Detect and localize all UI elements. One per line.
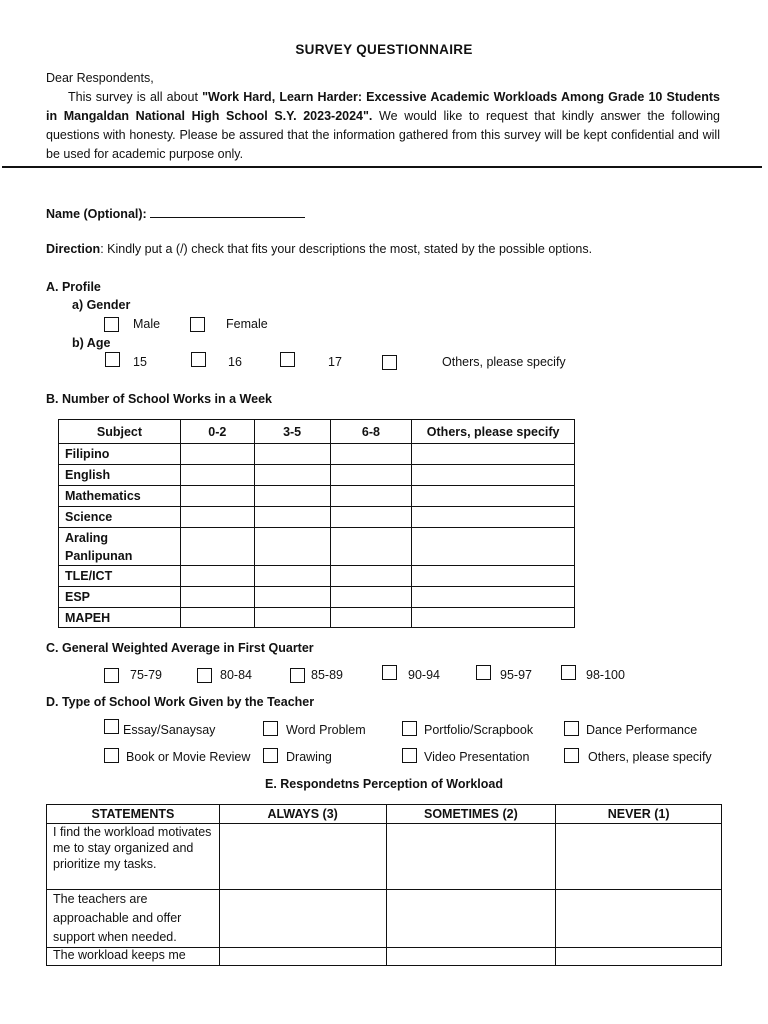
column-header: 0-2: [180, 420, 254, 444]
gender-female-checkbox[interactable]: [190, 317, 205, 332]
answer-cell[interactable]: [330, 444, 412, 465]
answer-cell[interactable]: [180, 566, 254, 587]
school-works-heading: B. Number of School Works in a Week: [46, 392, 272, 406]
direction-label: Direction: [46, 242, 101, 256]
work-type-label: Others, please specify: [588, 750, 712, 764]
gwa-heading: C. General Weighted Average in First Quarter: [46, 641, 314, 655]
intro-lead: This survey is all about: [68, 90, 203, 104]
answer-cell[interactable]: [180, 444, 254, 465]
age-option-label: 16: [228, 355, 242, 369]
statement-cell: I find the workload motivates me to stay organized and prioritize my tasks.: [47, 824, 220, 890]
direction-text: : Kindly put a (/) check that fits your descriptions the most, stated by the possible options.: [100, 242, 593, 256]
answer-cell[interactable]: [386, 824, 556, 890]
subject-cell: MAPEH: [59, 608, 181, 628]
column-header: ALWAYS (3): [219, 805, 386, 824]
work-type-label: Video Presentation: [424, 750, 530, 764]
portfolio-checkbox[interactable]: [402, 721, 417, 736]
answer-cell[interactable]: [330, 507, 412, 528]
answer-cell[interactable]: [412, 465, 575, 486]
age-others-checkbox[interactable]: [382, 355, 397, 370]
column-header: Subject: [59, 420, 181, 444]
table-row: [47, 890, 722, 948]
answer-cell[interactable]: [386, 948, 556, 966]
answer-cell[interactable]: [412, 608, 575, 628]
name-field[interactable]: [46, 205, 305, 221]
gwa-option-label: 90-94: [408, 668, 440, 682]
gender-label: a) Gender: [72, 298, 131, 312]
answer-cell[interactable]: [254, 528, 330, 566]
others-checkbox[interactable]: [564, 748, 579, 763]
gwa-95-97-checkbox[interactable]: [476, 665, 491, 680]
table-header-row: [47, 805, 722, 824]
age-option-label: 15: [133, 355, 147, 369]
answer-cell[interactable]: [556, 948, 722, 966]
answer-cell[interactable]: [254, 587, 330, 608]
answer-cell[interactable]: [412, 444, 575, 465]
answer-cell[interactable]: [180, 587, 254, 608]
work-type-label: Drawing: [286, 750, 332, 764]
age-15-checkbox[interactable]: [105, 352, 120, 367]
gwa-85-89-checkbox[interactable]: [290, 668, 305, 683]
answer-cell[interactable]: [180, 528, 254, 566]
answer-cell[interactable]: [386, 890, 556, 948]
table-header-row: [59, 420, 575, 444]
subject-cell: English: [59, 465, 181, 486]
answer-cell[interactable]: [412, 566, 575, 587]
answer-cell[interactable]: [254, 486, 330, 507]
study-title: "Work Hard, Learn Harder: Excessive Academic Workloads Among Grade 10 Students in Mangaldan National High School S.Y. 2023-2024".: [46, 90, 720, 123]
column-header: 3-5: [254, 420, 330, 444]
gwa-option-label: 98-100: [586, 668, 625, 682]
subject-cell: Mathematics: [59, 486, 181, 507]
gwa-option-label: 80-84: [220, 668, 252, 682]
work-type-label: Word Problem: [286, 723, 366, 737]
school-works-table: [58, 419, 575, 628]
answer-cell[interactable]: [180, 486, 254, 507]
age-option-label: Others, please specify: [442, 355, 566, 369]
table-row: [59, 444, 575, 465]
work-type-label: Essay/Sanaysay: [123, 723, 216, 737]
table-row: [59, 507, 575, 528]
table-row: [47, 948, 722, 966]
name-label: Name (Optional):: [46, 207, 151, 221]
statement-cell: The workload keeps me: [47, 948, 220, 966]
subject-cell: ESP: [59, 587, 181, 608]
age-option-label: 17: [328, 355, 342, 369]
answer-cell[interactable]: [180, 608, 254, 628]
gwa-90-94-checkbox[interactable]: [382, 665, 397, 680]
table-row: [59, 465, 575, 486]
profile-heading: A. Profile: [46, 280, 101, 294]
gwa-80-84-checkbox[interactable]: [197, 668, 212, 683]
work-type-label: Portfolio/Scrapbook: [424, 723, 534, 737]
table-row: [47, 824, 722, 890]
answer-cell[interactable]: [330, 465, 412, 486]
gwa-option-label: 75-79: [130, 668, 162, 682]
age-16-checkbox[interactable]: [191, 352, 206, 367]
answer-cell[interactable]: [330, 566, 412, 587]
statement-cell: The teachers are approachable and offer support when needed.: [47, 890, 220, 948]
book-review-checkbox[interactable]: [104, 748, 119, 763]
divider: [2, 166, 762, 168]
essay-checkbox[interactable]: [104, 719, 119, 734]
answer-cell[interactable]: [180, 465, 254, 486]
answer-cell[interactable]: [254, 465, 330, 486]
subject-cell: Science: [59, 507, 181, 528]
answer-cell[interactable]: [254, 444, 330, 465]
subject-cell: Filipino: [59, 444, 181, 465]
greeting: Dear Respondents,: [46, 71, 154, 85]
column-header: SOMETIMES (2): [386, 805, 556, 824]
answer-cell[interactable]: [254, 566, 330, 587]
answer-cell[interactable]: [219, 948, 386, 966]
answer-cell[interactable]: [330, 528, 412, 566]
work-type-label: Dance Performance: [586, 723, 698, 737]
answer-cell[interactable]: [412, 528, 575, 566]
gwa-75-79-checkbox[interactable]: [104, 668, 119, 683]
dance-performance-checkbox[interactable]: [564, 721, 579, 736]
word-problem-checkbox[interactable]: [263, 721, 278, 736]
column-header: STATEMENTS: [47, 805, 220, 824]
answer-cell[interactable]: [219, 890, 386, 948]
direction: [46, 242, 592, 256]
answer-cell[interactable]: [330, 486, 412, 507]
page-title: SURVEY QUESTIONNAIRE: [295, 42, 473, 57]
perception-table: [46, 804, 722, 966]
answer-cell[interactable]: [556, 890, 722, 948]
answer-cell[interactable]: [219, 824, 386, 890]
age-17-checkbox[interactable]: [280, 352, 295, 367]
video-presentation-checkbox[interactable]: [402, 748, 417, 763]
answer-cell[interactable]: [412, 507, 575, 528]
table-row: [59, 566, 575, 587]
answer-cell[interactable]: [330, 608, 412, 628]
answer-cell[interactable]: [556, 824, 722, 890]
table-row: [59, 608, 575, 628]
gender-option-label: Female: [226, 317, 268, 331]
intro-body: We would like to request that kindly answer the following questions with honesty. Please be assured that the information gathered from this survey will be kept confidential and will be used for academic purpose only.: [46, 109, 720, 161]
table-row: [59, 587, 575, 608]
gwa-option-label: 85-89: [311, 668, 343, 682]
table-row: [59, 486, 575, 507]
perception-heading: E. Respondetns Perception of Workload: [265, 777, 503, 791]
gwa-option-label: 95-97: [500, 668, 532, 682]
intro-section: [46, 69, 720, 164]
gender-male-checkbox[interactable]: [104, 317, 119, 332]
answer-cell[interactable]: [412, 587, 575, 608]
work-type-heading: D. Type of School Work Given by the Teacher: [46, 695, 315, 709]
table-row: [59, 528, 575, 566]
name-blank[interactable]: [150, 205, 305, 218]
age-label: b) Age: [72, 336, 111, 350]
column-header: 6-8: [330, 420, 412, 444]
drawing-checkbox[interactable]: [263, 748, 278, 763]
work-type-label: Book or Movie Review: [126, 750, 251, 764]
answer-cell[interactable]: [254, 608, 330, 628]
subject-cell: TLE/ICT: [59, 566, 181, 587]
answer-cell[interactable]: [254, 507, 330, 528]
column-header: NEVER (1): [556, 805, 722, 824]
gender-option-label: Male: [133, 317, 161, 331]
subject-cell: Araling Panlipunan: [59, 528, 181, 566]
answer-cell[interactable]: [412, 486, 575, 507]
gwa-98-100-checkbox[interactable]: [561, 665, 576, 680]
answer-cell[interactable]: [330, 587, 412, 608]
answer-cell[interactable]: [180, 507, 254, 528]
intro-paragraph: [46, 88, 720, 164]
column-header: Others, please specify: [412, 420, 575, 444]
